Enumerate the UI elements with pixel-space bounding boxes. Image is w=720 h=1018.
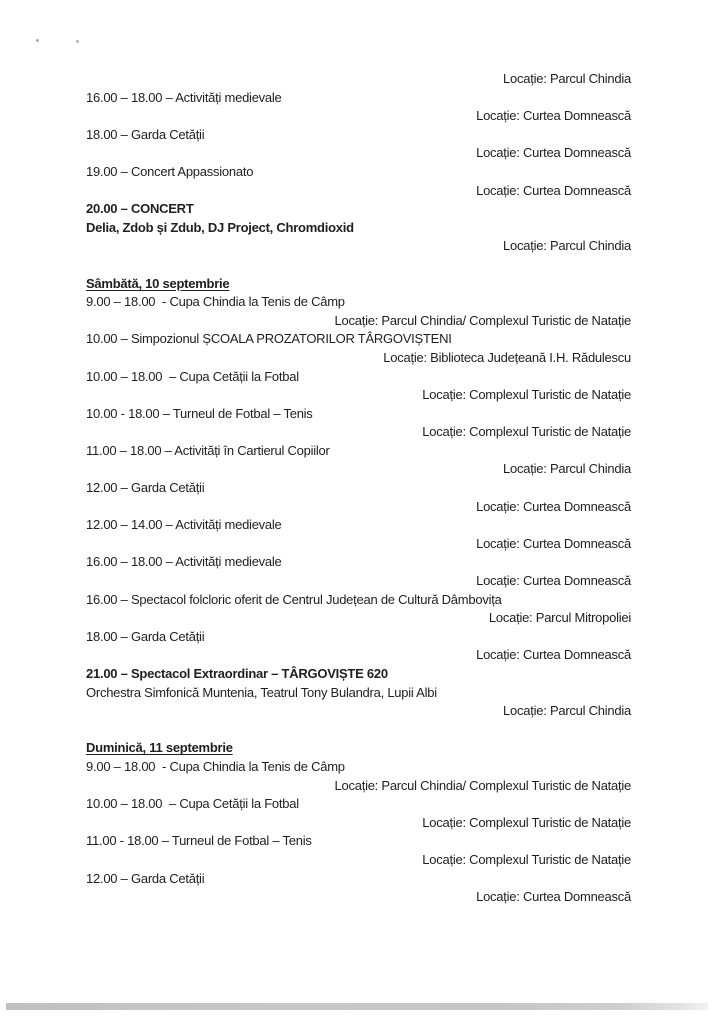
location-line: Locație: Curtea Domnească <box>476 108 631 124</box>
section-vineri-continuare <box>86 70 631 256</box>
location-line: Locație: Complexul Turistic de Natație <box>422 851 631 867</box>
event-line: 16.00 – 18.00 – Activități medievale <box>86 554 282 570</box>
location-line: Locație: Complexul Turistic de Natație <box>422 424 631 440</box>
location-line: Locație: Complexul Turistic de Natație <box>422 814 631 830</box>
event-line: 11.00 – 18.00 – Activități în Cartierul Copiilor <box>86 442 330 458</box>
location-line: Locație: Parcul Chindia <box>503 461 631 477</box>
scan-speck-artifact <box>76 40 79 43</box>
location-line: Locație: Curtea Domnească <box>476 535 631 551</box>
event-line: 12.00 – Garda Cetății <box>86 480 205 496</box>
event-line: 9.00 – 18.00 - Cupa Chindia la Tenis de Câmp <box>86 758 345 774</box>
event-line: 9.00 – 18.00 - Cupa Chindia la Tenis de Câmp <box>86 294 345 310</box>
location-line: Locație: Parcul Chindia <box>503 703 631 719</box>
location-line: Locație: Curtea Domnească <box>476 498 631 514</box>
event-line: 12.00 – Garda Cetății <box>86 870 205 886</box>
event-line: 10.00 - 18.00 – Turneul de Fotbal – Tenis <box>86 405 313 421</box>
location-line: Locație: Parcul Chindia/ Complexul Turistic de Natație <box>334 312 631 328</box>
location-line: Locație: Parcul Chindia <box>503 71 631 86</box>
event-line: 18.00 – Garda Cetății <box>86 126 205 142</box>
section-heading: Duminică, 11 septembrie <box>86 740 233 756</box>
location-line: Locație: Curtea Domnească <box>476 182 631 198</box>
section-sambata-10-septembrie <box>86 275 631 721</box>
location-line: Locație: Parcul Chindia <box>503 238 631 254</box>
event-line: 10.00 – 18.00 – Cupa Cetății la Fotbal <box>86 368 299 384</box>
location-line: Locație: Curtea Domnească <box>476 889 631 905</box>
schedule-content <box>86 70 631 907</box>
event-line: 18.00 – Garda Cetății <box>86 628 205 644</box>
event-line: 11.00 - 18.00 – Turneul de Fotbal – Tenis <box>86 833 312 849</box>
location-line: Locație: Parcul Mitropoliei <box>488 610 631 626</box>
location-line: Locație: Curtea Domnească <box>476 573 631 589</box>
location-line: Locație: Complexul Turistic de Natație <box>422 387 631 403</box>
event-line: 10.00 – Simpozionul ȘCOALA PROZATORILOR TÂRGOVIȘTENI <box>86 331 452 347</box>
event-line: 20.00 – CONCERT <box>86 201 194 217</box>
event-line: 21.00 – Spectacol Extraordinar – TÂRGOVIȘTE 620 <box>86 666 388 681</box>
event-line: 19.00 – Concert Appassionato <box>86 163 254 179</box>
event-line: 10.00 – 18.00 – Cupa Cetății la Fotbal <box>86 796 299 812</box>
location-line: Locație: Biblioteca Județeană I.H. Rădulescu <box>383 349 631 365</box>
scan-edge-bar-artifact <box>6 1003 708 1010</box>
location-line: Locație: Curtea Domnească <box>476 647 631 663</box>
section-duminica-11-septembrie <box>86 739 631 906</box>
location-line: Locație: Parcul Chindia/ Complexul Turistic de Natație <box>334 777 631 793</box>
event-line: 16.00 – 18.00 – Activități medievale <box>86 89 282 105</box>
event-line: Delia, Zdob și Zdub, DJ Project, Chromdioxid <box>86 219 354 235</box>
event-line: 16.00 – Spectacol folcloric oferit de Centrul Județean de Cultură Dâmbovița <box>86 591 502 607</box>
location-line: Locație: Curtea Domnească <box>476 145 631 161</box>
event-line: Orchestra Simfonică Muntenia, Teatrul Tony Bulandra, Lupii Albi <box>86 684 437 700</box>
section-heading: Sâmbătă, 10 septembrie <box>86 275 230 291</box>
scan-speck-artifact <box>36 39 39 42</box>
event-line: 12.00 – 14.00 – Activități medievale <box>86 517 282 533</box>
